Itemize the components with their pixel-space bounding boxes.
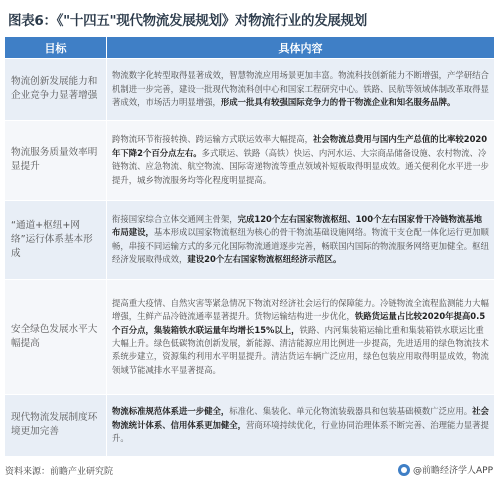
table-row	[5, 394, 495, 456]
brand-credit	[398, 463, 493, 476]
highlight-text: 铁路货运量占比较2020年提高0.5个百分点，集装箱铁水联运量年均增长15%以上，	[112, 311, 486, 335]
title-bar	[0, 0, 499, 36]
table-body	[5, 59, 495, 457]
content-text: 基本形成以国家物流枢纽为核心的骨干物流基础设施网络。物流干支仓配一体化运行更加顺畅，串接不同运输方式的多元化国际物流通道逐步完善，畅联国内国际的物流服务网络更加健全。枢纽经济发展取得成效，	[112, 227, 489, 265]
content-text: 标准化、集装化、单元化物流装载器具和包装基础模数广泛应用。	[229, 406, 473, 417]
content-text: 衔接国家综合立体交通网主骨架，	[112, 214, 238, 225]
header-content: 具体内容	[107, 37, 495, 59]
content-cell	[107, 280, 495, 395]
highlight-text: 物流标准规范体系进一步健全，	[112, 406, 230, 417]
content-text: 跨物流环节衔接转换、跨运输方式联运效率大幅提高，	[112, 134, 313, 145]
header-goal: 目标	[5, 37, 107, 59]
highlight-text: 形成一批具有较强国际竞争力的骨干物流企业和知名服务品牌。	[220, 97, 456, 108]
highlight-text: 社会物流统计体系、信用体系更加健全，	[112, 406, 489, 430]
table-header-row	[5, 37, 495, 59]
source-note: 资料来源：前瞻产业研究院	[5, 467, 114, 477]
brand-text: @前瞻经济学人APP	[412, 466, 493, 476]
highlight-text: 完成120个左右国家物流枢纽、100个左右国家骨干冷链物流基地布局建设，	[112, 214, 482, 238]
content-text: 多式联运、铁路（高铁）快运、内河水运、大宗商品储备设施、农村物流、冷链物流、应急物流、航空物流、国际寄递物流等重点领域补短板取得明显成效。通关便利化水平进一步提升，城乡物流服务均等化程度明显提高。	[112, 147, 489, 185]
content-text: 物流数字化转型取得显著成效，智慧物流应用场景更加丰富。物流科技创新能力不断增强，产学研结合机制进一步完善，建设一批现代物流科创中心和国家工程研究中心。铁路、民航等领域体制改革取得显著成效，市场活力明显增强，	[112, 70, 489, 108]
page-title: 图表6：《"十四五"现代物流发展规划》对物流行业的发展规划	[8, 13, 368, 29]
content-cell	[107, 59, 495, 121]
plan-table-grid	[4, 36, 495, 457]
table-row	[5, 200, 495, 280]
highlight-text: 社会物流总费用与国内生产总值的比率较2020年下降2个百分点左右。	[112, 134, 488, 158]
content-text: 提高重大疫情、自然灾害等紧急情况下物流对经济社会运行的保障能力。冷链物流全流程监测能力大幅增强，生鲜产品冷链流通率显著提升。货物运输结构进一步优化，	[112, 297, 489, 322]
goal-cell: 现代物流发展制度环境更加完善	[5, 394, 107, 456]
footer	[0, 458, 499, 481]
plan-table	[4, 36, 495, 457]
table-row	[5, 59, 495, 121]
content-cell	[107, 120, 495, 200]
goal-cell: 安全绿色发展水平大幅提高	[5, 280, 107, 395]
table-row	[5, 120, 495, 200]
content-cell	[107, 394, 495, 456]
goal-cell: 物流服务质量效率明显提升	[5, 120, 107, 200]
qianzhan-logo-icon	[398, 464, 410, 476]
content-text: 营商环境持续优化，行业协同治理体系不断完善、治理能力显著提升。	[112, 419, 489, 444]
content-cell	[107, 200, 495, 280]
content-text: 铁路、内河集装箱运输比重和集装箱铁水联运比重大幅上升。绿色低碳物流创新发展，新能源、清洁能源应用比例进一步提高，先进适用的绿色物流技术系统步建立，资源集约利用水平明显提升。清洁货运车辆广泛应用，绿色包装应用取得明显成效，物流领域节能减排水平显著提高。	[112, 324, 489, 375]
goal-cell: “通道+枢纽+网络”运行体系基本形成	[5, 200, 107, 280]
highlight-text: 建设20个左右国家物流枢纽经济示范区。	[187, 254, 342, 265]
goal-cell: 物流创新发展能力和企业竞争力显著增强	[5, 59, 107, 121]
table-row	[5, 280, 495, 395]
